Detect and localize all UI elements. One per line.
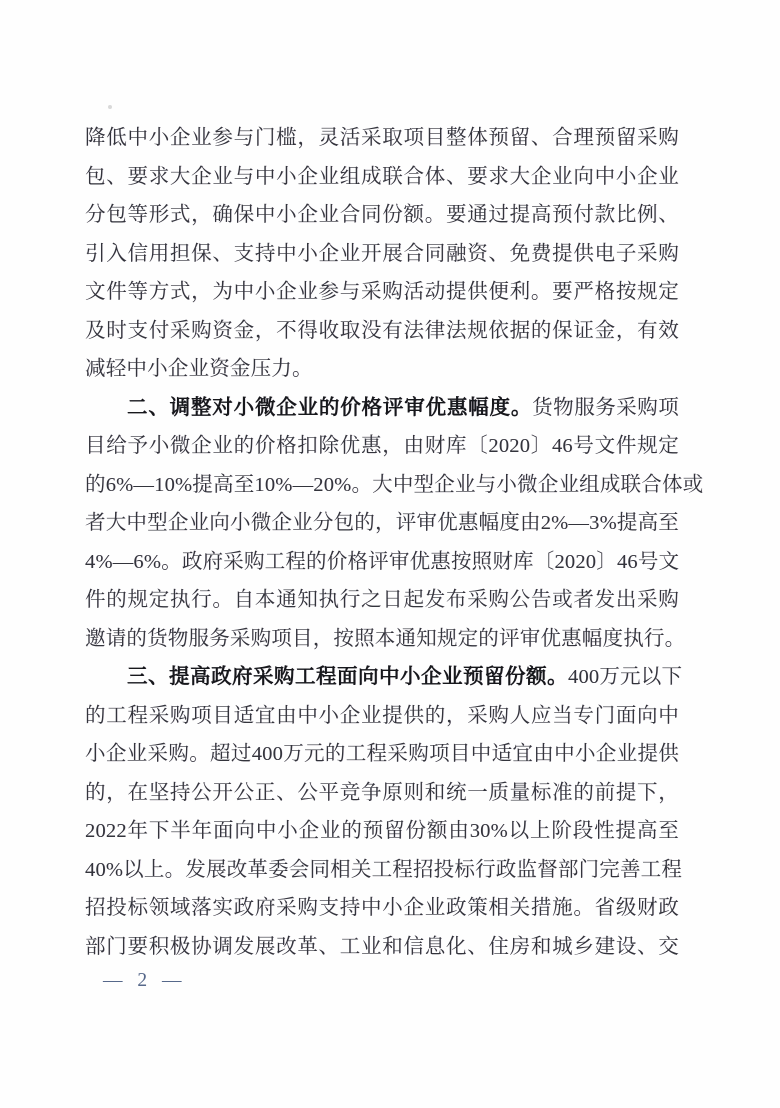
body-line: 40%以上。发展改革委会同相关工程招投标行政监督部门完善工程 [85, 858, 683, 881]
body-line: 部门要积极协调发展改革、工业和信息化、住房和城乡建设、交 [85, 935, 679, 958]
body-line: 目给予小微企业的价格扣除优惠，由财库〔2020〕46号文件规定 [85, 435, 679, 457]
section-3-heading-rest: 400万元以下 [568, 666, 683, 688]
scan-artifact-dot [108, 105, 112, 109]
body-line: 文件等方式，为中小企业参与采购活动提供便利。要严格按规定 [85, 281, 679, 303]
page-number: — 2 — [103, 970, 187, 991]
body-line: 2022年下半年面向中小企业的预留份额由30%以上阶段性提高至 [85, 820, 679, 842]
body-line: 招投标领域落实政府采购支持中小企业政策相关措施。省级财政 [85, 897, 679, 919]
section-2-first-line [85, 389, 679, 428]
body-line: 及时支付采购资金，不得收取没有法律法规依据的保证金，有效 [85, 319, 679, 342]
body-line: 降低中小企业参与门槛，灵活采取项目整体预留、合理预留采购 [85, 127, 679, 149]
section-3-first-line [85, 658, 683, 697]
body-line: 的，在坚持公开公正、公平竞争原则和统一质量标准的前提下， [85, 781, 679, 804]
section-2-heading-rest: 货物服务采购项 [532, 396, 679, 419]
body-line-paragraph-end: 减轻中小企业资金压力。 [85, 358, 313, 380]
document-body [85, 119, 704, 966]
body-line: 者大中型企业向小微企业分包的，评审优惠幅度由2%—3%提高至 [85, 512, 679, 534]
body-line: 包、要求大企业与中小企业组成联合体、要求大企业向中小企业 [85, 165, 679, 188]
body-line-paragraph-end: 邀请的货物服务采购项目，按照本通知规定的评审优惠幅度执行。 [85, 627, 686, 650]
body-line: 4%—6%。政府采购工程的价格评审优惠按照财库〔2020〕46号文 [85, 550, 680, 573]
body-line: 分包等形式，确保中小企业合同份额。要通过提高预付款比例、 [85, 204, 679, 226]
body-line: 的6%—10%提高至10%—20%。大中型企业与小微企业组成联合体或 [85, 473, 704, 496]
body-line: 的工程采购项目适宜由中小企业提供的，采购人应当专门面向中 [85, 704, 679, 727]
section-3-heading: 三、提高政府采购工程面向中小企业预留份额。 [127, 665, 568, 688]
section-2-heading: 二、调整对小微企业的价格评审优惠幅度。 [127, 395, 533, 419]
body-line: 引入信用担保、支持中小企业开展合同融资、免费提供电子采购 [85, 242, 679, 265]
body-line: 小企业采购。超过400万元的工程采购项目中适宜由中小企业提供 [85, 743, 679, 765]
body-line: 件的规定执行。自本通知执行之日起发布采购公告或者发出采购 [85, 589, 679, 611]
